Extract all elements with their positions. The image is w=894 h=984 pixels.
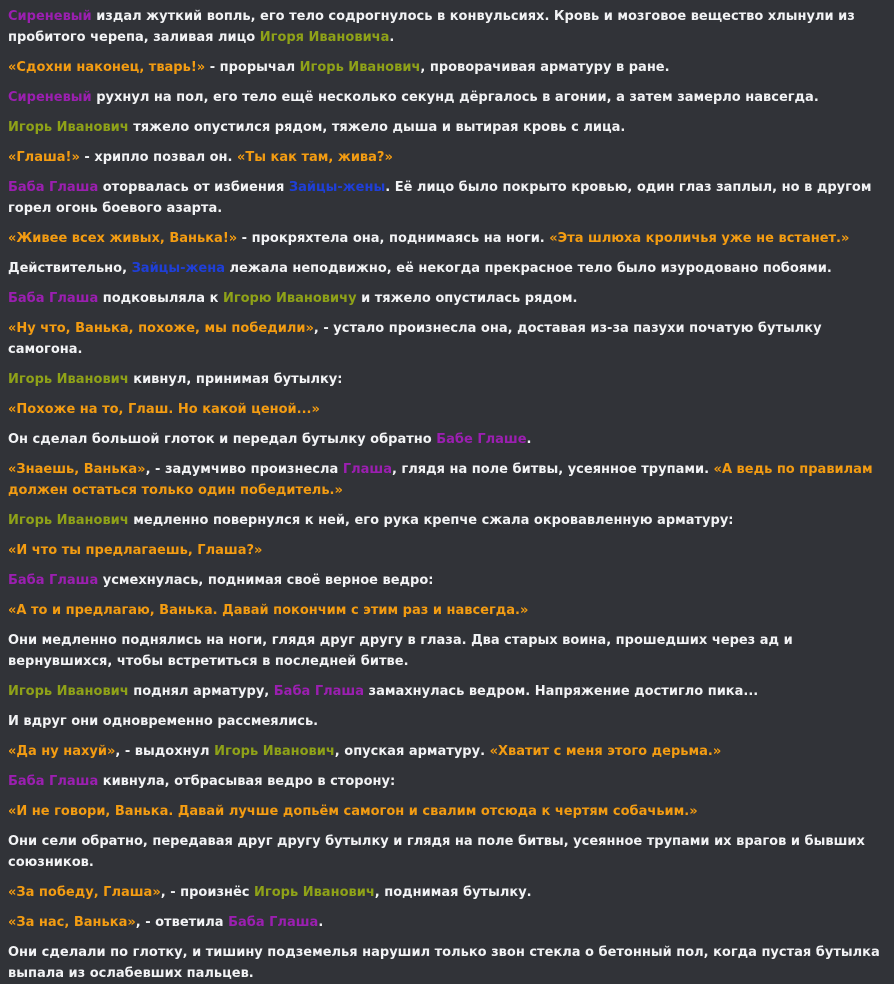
- character-name: Игорь Иванович: [8, 120, 129, 135]
- character-name: Сиреневый: [8, 90, 92, 105]
- message-paragraph: [8, 711, 886, 732]
- narration-text: - хрипло позвал он.: [79, 150, 237, 165]
- narration-text: рухнул на пол, его тело ещё несколько секунд дёргалось в агонии, а затем замерло навсегда.: [91, 90, 819, 105]
- narration-text: - прорычал: [205, 60, 300, 75]
- message-paragraph: [8, 630, 886, 672]
- dialogue-quote: «И что ты предлагаешь, Глаша?»: [8, 543, 263, 558]
- narration-text: - прокряхтела она, поднимаясь на ноги.: [237, 231, 550, 246]
- message-paragraph: [8, 369, 886, 390]
- dialogue-quote: «Живее всех живых, Ванька!»: [8, 231, 238, 246]
- message-paragraph: [8, 771, 886, 792]
- character-name: Игорю Ивановичу: [222, 291, 357, 306]
- character-name: Баба Глаша: [8, 573, 99, 588]
- message-paragraph: [8, 681, 886, 702]
- message-paragraph: [8, 228, 886, 249]
- message-paragraph: [8, 147, 886, 168]
- narration-text: , опуская арматуру.: [334, 744, 490, 759]
- message-paragraph: [8, 6, 886, 48]
- message-paragraph: [8, 801, 886, 822]
- narration-text: лежала неподвижно, её некогда прекрасное тело было изуродовано побоями.: [224, 261, 832, 276]
- narration-text: Действительно,: [8, 261, 132, 276]
- message-paragraph: [8, 258, 886, 279]
- narration-text: , глядя на поле битвы, усеянное трупами.: [391, 462, 714, 477]
- message-paragraph: [8, 117, 886, 138]
- dialogue-quote: «А ведь по правилам должен остаться только один победитель.»: [8, 462, 873, 498]
- narration-text: Он сделал большой глоток и передал бутылку обратно: [8, 432, 437, 447]
- message-paragraph: [8, 429, 886, 450]
- message-paragraph: [8, 318, 886, 360]
- message-paragraph: [8, 570, 886, 591]
- narration-text: .: [526, 432, 532, 447]
- character-name: Игорь Иванович: [254, 885, 375, 900]
- character-name: Игорь Иванович: [299, 60, 421, 75]
- narration-text: усмехнулась, поднимая своё верное ведро:: [98, 573, 434, 588]
- narration-text: . Её лицо было покрыто кровью, один глаз заплыл, но в другом горел огонь боевого азарта.: [8, 180, 872, 216]
- narration-text: издал жуткий вопль, его тело содрогнулось в конвульсиях. Кровь и мозговое вещество хлынули из пробитого черепа, заливая лицо: [8, 9, 855, 45]
- narration-text: поднял арматуру,: [128, 684, 274, 699]
- message-paragraph: [8, 882, 886, 903]
- dialogue-quote: «Эта шлюха кроличья уже не встанет.»: [549, 231, 850, 246]
- character-name: Игорь Иванович: [8, 513, 129, 528]
- narration-text: , - задумчиво произнесла: [145, 462, 343, 477]
- dialogue-quote: «Похоже на то, Глаш. Но какой ценой...»: [8, 402, 320, 417]
- dialogue-quote: «Хватит с меня этого дерьма.»: [489, 744, 722, 759]
- narration-text: кивнул, принимая бутылку:: [128, 372, 343, 387]
- character-name: Зайцы-жены: [288, 180, 386, 195]
- dialogue-quote: «Глаша!»: [8, 150, 80, 165]
- message-paragraph: [8, 741, 886, 762]
- message-paragraph: [8, 540, 886, 561]
- dialogue-quote: «И не говори, Ванька. Давай лучше допьём самогон и свалим отсюда к чертям собачьим.»: [8, 804, 698, 819]
- message-paragraph: [8, 177, 886, 219]
- narration-text: , - выдохнул: [115, 744, 215, 759]
- narration-text: Они сели обратно, передавая друг другу бутылку и глядя на поле битвы, усеянное трупами их врагов и бывших союзников.: [8, 834, 865, 870]
- narration-text: и тяжело опустилась рядом.: [356, 291, 578, 306]
- message-paragraph: [8, 87, 886, 108]
- message-paragraph: [8, 399, 886, 420]
- character-name: Баба Глаша: [8, 774, 99, 789]
- narration-text: тяжело опустился рядом, тяжело дыша и вытирая кровь с лица.: [128, 120, 626, 135]
- character-name: Баба Глаша: [273, 684, 364, 699]
- message-paragraph: [8, 510, 886, 531]
- narration-text: медленно повернулся к ней, его рука крепче сжала окровавленную арматуру:: [128, 513, 734, 528]
- narration-text: Они сделали по глотку, и тишину подземелья нарушил только звон стекла о бетонный пол, когда пустая бутылка выпала из ослабевших пальцев.: [8, 945, 880, 981]
- dialogue-quote: «Да ну нахуй»: [8, 744, 116, 759]
- narration-text: , поднимая бутылку.: [374, 885, 532, 900]
- narration-text: кивнула, отбрасывая ведро в сторону:: [98, 774, 396, 789]
- narration-text: подковыляла к: [98, 291, 223, 306]
- character-name: Игорь Иванович: [8, 684, 129, 699]
- dialogue-quote: «Ну что, Ванька, похоже, мы победили»: [8, 321, 314, 336]
- message-paragraph: [8, 288, 886, 309]
- narration-text: оторвалась от избиения: [98, 180, 289, 195]
- narration-text: , - произнёс: [160, 885, 255, 900]
- character-name: Глаша: [342, 462, 392, 477]
- character-name: Бабе Глаше: [436, 432, 527, 447]
- character-name: Зайцы-жена: [131, 261, 225, 276]
- narration-text: , - устало произнесла она, доставая из-за пазухи початую бутылку самогона.: [8, 321, 822, 357]
- dialogue-quote: «За нас, Ванька»: [8, 915, 136, 930]
- message-paragraph: [8, 831, 886, 873]
- narration-text: .: [318, 915, 324, 930]
- character-name: Баба Глаша: [8, 291, 99, 306]
- narration-text: .: [389, 30, 395, 45]
- message-paragraph: [8, 942, 886, 984]
- dialogue-quote: «За победу, Глаша»: [8, 885, 161, 900]
- character-name: Игорь Иванович: [214, 744, 335, 759]
- message-paragraph: [8, 57, 886, 78]
- narration-text: , проворачивая арматуру в ране.: [420, 60, 670, 75]
- message-paragraph: [8, 459, 886, 501]
- narration-text: , - ответила: [135, 915, 229, 930]
- narration-text: замахнулась ведром. Напряжение достигло пика...: [363, 684, 759, 699]
- dialogue-quote: «Ты как там, жива?»: [237, 150, 393, 165]
- message-paragraph: [8, 912, 886, 933]
- character-name: Баба Глаша: [228, 915, 319, 930]
- character-name: Баба Глаша: [8, 180, 99, 195]
- character-name: Игорь Иванович: [8, 372, 129, 387]
- message-paragraph: [8, 600, 886, 621]
- narration-text: И вдруг они одновременно рассмеялись.: [8, 714, 319, 729]
- dialogue-quote: «Сдохни наконец, тварь!»: [8, 60, 206, 75]
- character-name: Сиреневый: [8, 9, 92, 24]
- dialogue-quote: «Знаешь, Ванька»: [8, 462, 146, 477]
- character-name: Игоря Ивановича: [259, 30, 390, 45]
- narration-text: Они медленно поднялись на ноги, глядя друг другу в глаза. Два старых воина, прошедших через ад и вернувшихся, чтобы встретиться в последней битве.: [8, 633, 793, 669]
- dialogue-quote: «А то и предлагаю, Ванька. Давай покончим с этим раз и навсегда.»: [8, 603, 529, 618]
